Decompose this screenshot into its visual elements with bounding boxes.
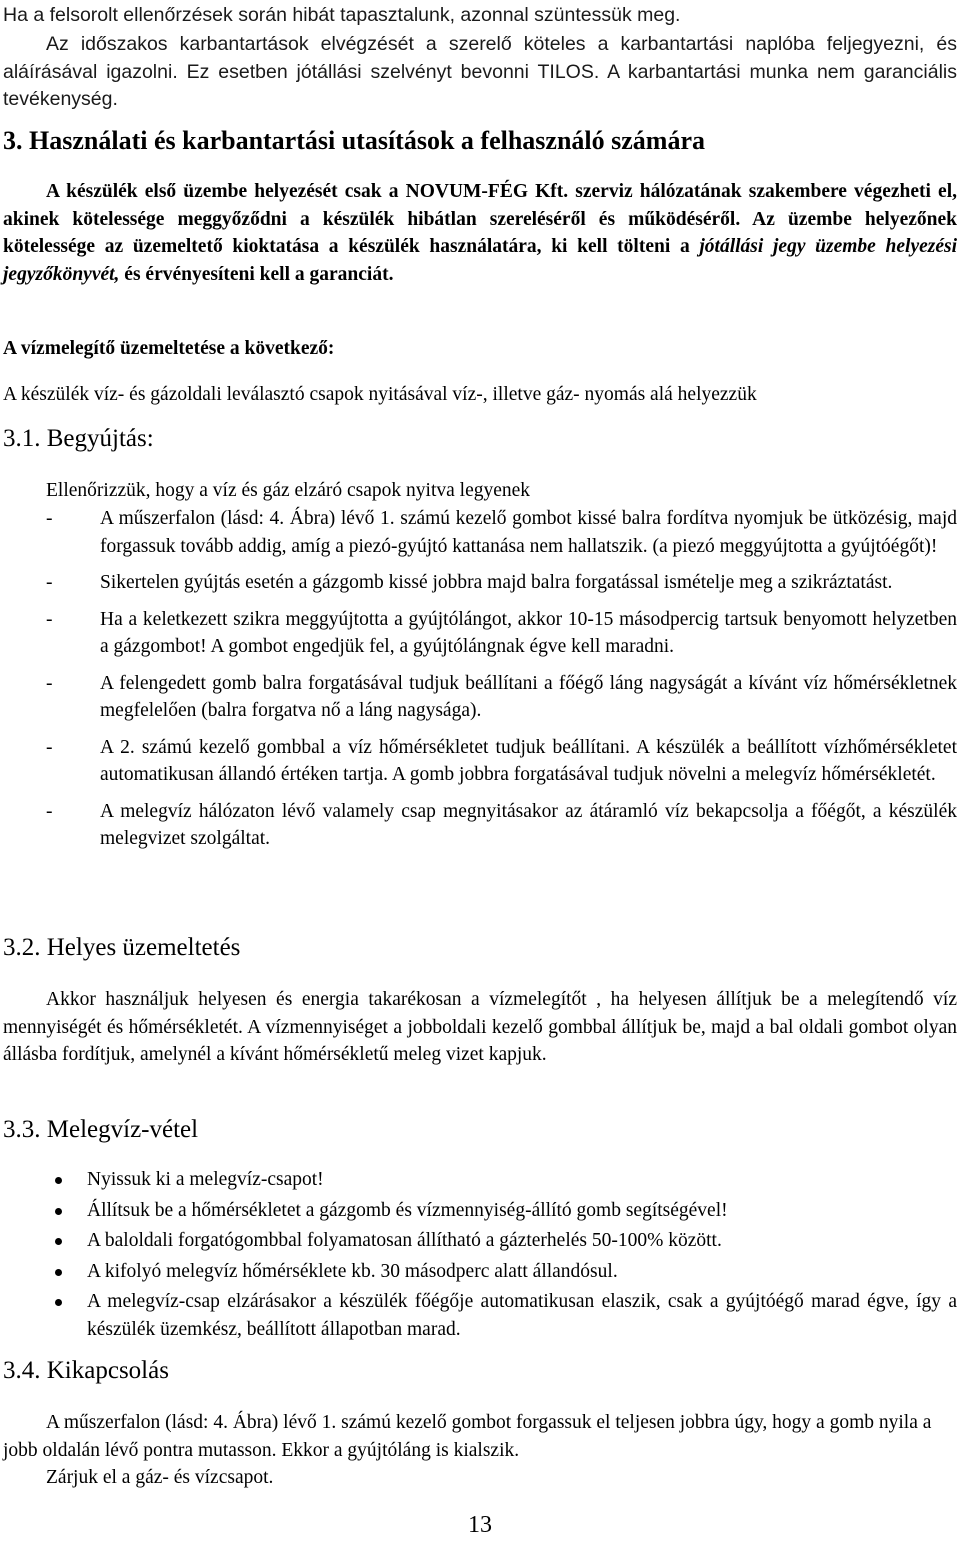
intro-line: Ha a felsorolt ellenőrzések során hibát tapasztalunk, azonnal szüntessük meg. [3, 4, 681, 26]
section-3-1-intro: Ellenőrizzük, hogy a víz és gáz elzáró csapok nyitva legyenek [46, 480, 531, 501]
section-3-4-text: A műszerfalon (lásd: 4. Ábra) lévő 1. számú kezelő gombot forgassuk el teljesen jobbra úgy, hogy a gomb nyila a jobb oldalán lévő pontra mutasson. Ekkor a gyújtóláng is kialszik. [3, 1412, 932, 1461]
list-item: Nyissuk ki a melegvíz-csapot! [3, 1166, 957, 1194]
bold-paragraph-italic: jótállási jegy üzembe helyezési jegyzőkönyvét, [3, 236, 958, 285]
operation-title: A vízmelegítő üzemeltetése a következő: [3, 338, 335, 359]
list-item: - A műszerfalon (lásd: 4. Ábra) lévő 1. számú kezelő gombot kissé balra fordítva nyomjuk be ütközésig, majd forgassuk tovább addig, amíg a piezó-gyújtó kattanása nem hallatszik. (a piezó meggyújtotta a gyújtóégőt)! [46, 508, 957, 557]
list-item: - A felengedett gomb balra forgatásával tudjuk beállítani a főégő láng nagyságát a kívánt víz hőmérsékletnek megfelelően (balra forgatva nő a láng nagysága). [46, 672, 957, 721]
bullet-icon [55, 1238, 62, 1245]
list-item: - Ha a keletkezett szikra meggyújtotta a gyújtólángot, akkor 10-15 másodpercig tartsuk benyomott helyzetben a gázgombot! A gombot engedjük fel, a gyújtólángnak égve kell maradni. [46, 608, 957, 657]
bold-paragraph-part-b: és érvényesíteni kell a garanciát. [119, 263, 394, 285]
ignition-steps-list [3, 505, 957, 862]
section-3-heading: 3. Használati és karbantartási utasítások a felhasználó számára [3, 126, 705, 155]
intro-paragraph: Az időszakos karbantartások elvégzését a szerelő köteles a karbantartási naplóba feljegyezni, és aláírásával igazolni. Ez esetben jótállási szelvényt bevonni TILOS. A karbantartási munka nem garanciális tevékenység. [3, 33, 957, 110]
bullet-icon [55, 1269, 62, 1276]
page-number: 13 [468, 1512, 492, 1538]
operation-text: A készülék víz- és gázoldali leválasztó csapok nyitásával víz-, illetve gáz- nyomás alá helyezzük [3, 384, 757, 405]
hot-water-list [3, 1166, 957, 1346]
section-3-3-heading: 3.3. Melegvíz-vétel [3, 1116, 199, 1143]
list-item: - Sikertelen gyújtás esetén a gázgomb kissé jobbra majd balra forgatással ismételje meg a szikráztatást. [46, 572, 893, 593]
list-item: A kifolyó melegvíz hőmérséklete kb. 30 másodperc alatt állandósul. [3, 1258, 957, 1286]
bullet-icon [55, 1299, 62, 1306]
bullet-icon [55, 1208, 62, 1215]
bullet-icon [55, 1177, 62, 1184]
section-3-2-heading: 3.2. Helyes üzemeltetés [3, 934, 241, 961]
bold-paragraph-part-a: A készülék első üzembe helyezését csak a NOVUM-FÉG Kft. szerviz hálózatának szakembere végezheti el, akinek kötelessége meggyőződni a készülék hibátlan szereléséről és működéséről. Az üzembe helyezőnek kötelessége az üzemeltető kioktatása a készülék használatára, ki kell tölteni a [3, 181, 957, 257]
section-3-2-text: Akkor használjuk helyesen és energia takarékosan a vízmelegítőt , ha helyesen állítjuk be a melegítendő víz mennyiségét és hőmérsékletét. A vízmennyiséget a jobboldali kezelő gombbal állítjuk be, majd a bal oldali gombot olyan állásba fordítjuk, amelynél a kívánt hőmérsékletű meleg vizet kapjuk. [3, 989, 957, 1065]
list-item: - A melegvíz hálózaton lévő valamely csap megnyitásakor az átáramló víz bekapcsolja a főégőt, a készülék melegvizet szolgáltat. [46, 800, 957, 849]
section-3-1-heading: 3.1. Begyújtás: [3, 425, 154, 452]
section-3-4-heading: 3.4. Kikapcsolás [3, 1357, 169, 1384]
list-item: A melegvíz-csap elzárásakor a készülék főégője automatikusan elaszik, csak a gyújtóégő marad égve, így a készülék üzemkész, beállított állapotban marad. [3, 1288, 957, 1343]
list-item: - A 2. számú kezelő gombbal a víz hőmérsékletet tudjuk beállítani. A készülék a beállított vízhőmérsékletet automatikusan állandó értéken tartja. A gomb jobbra forgatásával tudjuk növelni a melegvíz hőmérsékletét. [46, 736, 957, 785]
list-item: Állítsuk be a hőmérsékletet a gázgomb és vízmennyiség-állító gomb segítségével! [3, 1197, 957, 1225]
section-3-4-closing: Zárjuk el a gáz- és vízcsapot. [46, 1467, 274, 1488]
list-item: A baloldali forgatógombbal folyamatosan állítható a gázterhelés 50-100% között. [3, 1227, 957, 1255]
section-3-bold-paragraph [3, 178, 957, 288]
